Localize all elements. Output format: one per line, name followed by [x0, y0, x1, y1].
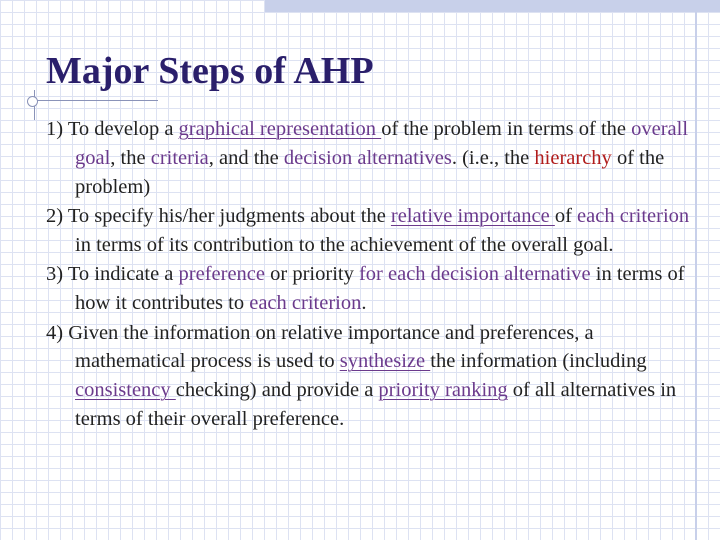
step-1-overall-goal: overall goal	[75, 118, 689, 169]
step-4-text: the information (including	[430, 350, 647, 373]
step-4-consistency: consistency	[75, 379, 176, 402]
step-1-text: , the	[110, 146, 151, 169]
step-4-text: checking) and provide a	[175, 379, 379, 402]
corner-circle-icon	[27, 96, 38, 107]
step-1-text: of the problem)	[75, 146, 665, 198]
right-decor-rule	[695, 0, 697, 540]
step-4-text: 4) Given the information on relative importance and preferences, a mathematical process is used to	[46, 321, 594, 373]
step-2-text: 2) To specify his/her judgments about the	[46, 205, 391, 228]
step-3	[46, 260, 692, 318]
step-2-text: in terms of its contribution to the achievement of the overall goal.	[75, 233, 614, 256]
step-4-text: of all alternatives in terms of their overall preference.	[75, 379, 677, 431]
step-1-decision-alternatives: decision alternatives	[283, 146, 452, 169]
step-3-text: or priority	[265, 263, 359, 286]
step-1-text: 1) To develop a	[46, 118, 179, 140]
step-3-preference: preference	[178, 263, 266, 286]
step-3-text: 3) To indicate a	[46, 263, 179, 286]
step-2-each-criterion: each criterion	[577, 205, 690, 228]
step-1	[46, 115, 692, 201]
slide-title: Major Steps of AHP	[46, 50, 374, 92]
step-1-graphical-representation: graphical representation	[178, 118, 382, 140]
step-1-hierarchy: hierarchy	[534, 146, 612, 169]
step-2-text: of	[554, 205, 578, 228]
step-1-text: of the problem in terms of the	[381, 118, 632, 140]
title-underline-rule	[30, 100, 158, 101]
step-1-text: , and the	[208, 146, 284, 169]
step-4-priority-ranking: priority ranking	[378, 379, 508, 402]
step-3-each-criterion: each criterion	[249, 292, 362, 315]
step-4	[46, 319, 692, 434]
step-3-text: in terms of how it contributes to	[75, 263, 685, 315]
step-3-text: .	[361, 292, 367, 315]
step-4-synthesize: synthesize	[339, 350, 431, 373]
step-1-criteria: criteria	[150, 146, 209, 169]
step-2	[46, 202, 692, 260]
top-decor-band	[265, 0, 720, 12]
steps-list	[46, 115, 692, 435]
step-2-relative-importance: relative importance	[390, 205, 555, 228]
step-1-text: . (i.e., the	[451, 146, 535, 169]
step-3-each-decision-alternative: for each decision alternative	[358, 263, 591, 286]
